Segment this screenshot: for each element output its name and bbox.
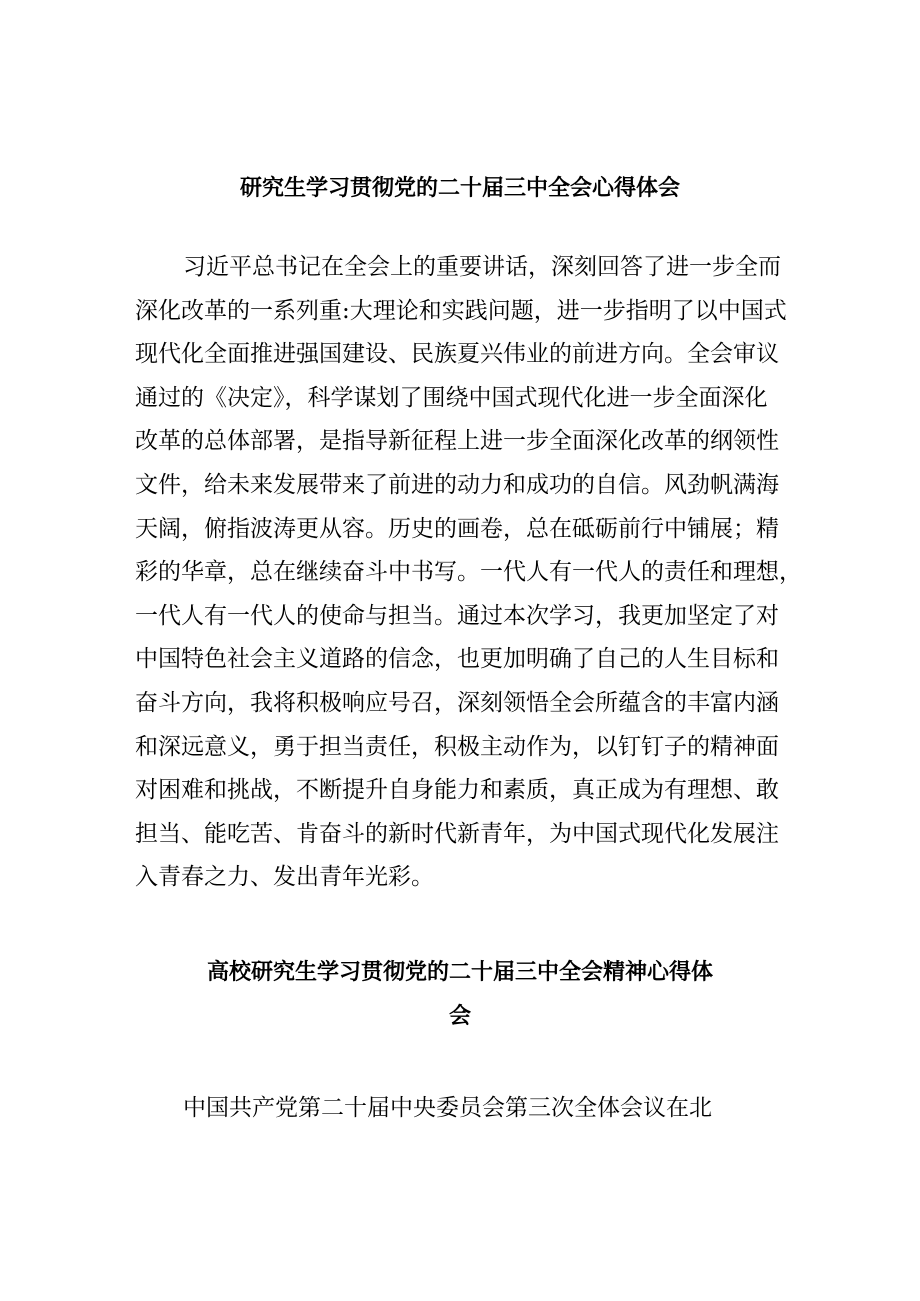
body-line: 改革的总体部署，是指导新征程上进一步全面深化改革的纲领性: [135, 428, 779, 455]
article-2-first-line: 中国共产党第二十届中央委员会第三次全体会议在北: [183, 1095, 712, 1121]
body-line: 和深远意义，勇于担当责任，积极主动作为，以钉钉子的精神面: [135, 733, 779, 760]
body-line: 中国特色社会主义道路的信念，也更加明确了自己的人生目标和: [135, 646, 779, 673]
body-line: 对困难和挑战，不断提升自身能力和素质，真正成为有理想、敢: [135, 777, 779, 804]
body-line: 担当、能吃苦、肯奋斗的新时代新青年，为中国式现代化发展注: [135, 820, 779, 847]
body-line: 奋斗方向，我将积极响应号召，深刻领悟全会所蕴含的丰富内涵: [135, 689, 779, 716]
article-title-1: 研究生学习贯彻党的二十届三中全会心得体会: [239, 175, 680, 201]
article-1-body: [135, 246, 802, 900]
body-line: 彩的华章，总在继续奋斗中书写。一代人有一代人的责任和理想，: [135, 559, 802, 586]
body-line: 通过的《决定》，科学谋划了围绕中国式现代化进一步全面深化: [135, 384, 768, 411]
body-line: 一代人有一代人的使命与担当。通过本次学习，我更加坚定了对: [135, 602, 779, 629]
body-line: 现代化全面推进强国建设、民族夏兴伟业的前进方向。全会审议: [135, 341, 779, 368]
article-title-2-line-2: 会: [448, 1003, 471, 1029]
body-line: 深化改革的一系列重:大理论和实践问题，进一步指明了以中国式: [135, 297, 787, 324]
body-line: 文件，给未来发展带来了前进的动力和成功的自信。风劲帆满海: [135, 471, 779, 498]
article-title-2-line-1: 高校研究生学习贯彻党的二十届三中全会精神心得体: [206, 959, 713, 985]
body-line: 天阔，俯指波涛更从容。历史的画卷，总在砥砺前行中铺展；精: [135, 515, 779, 542]
body-line: 入青春之力、发出青年光彩。: [135, 864, 434, 891]
body-line: 习近平总书记在全会上的重要讲话，深刻回答了进一步全而: [183, 254, 781, 280]
